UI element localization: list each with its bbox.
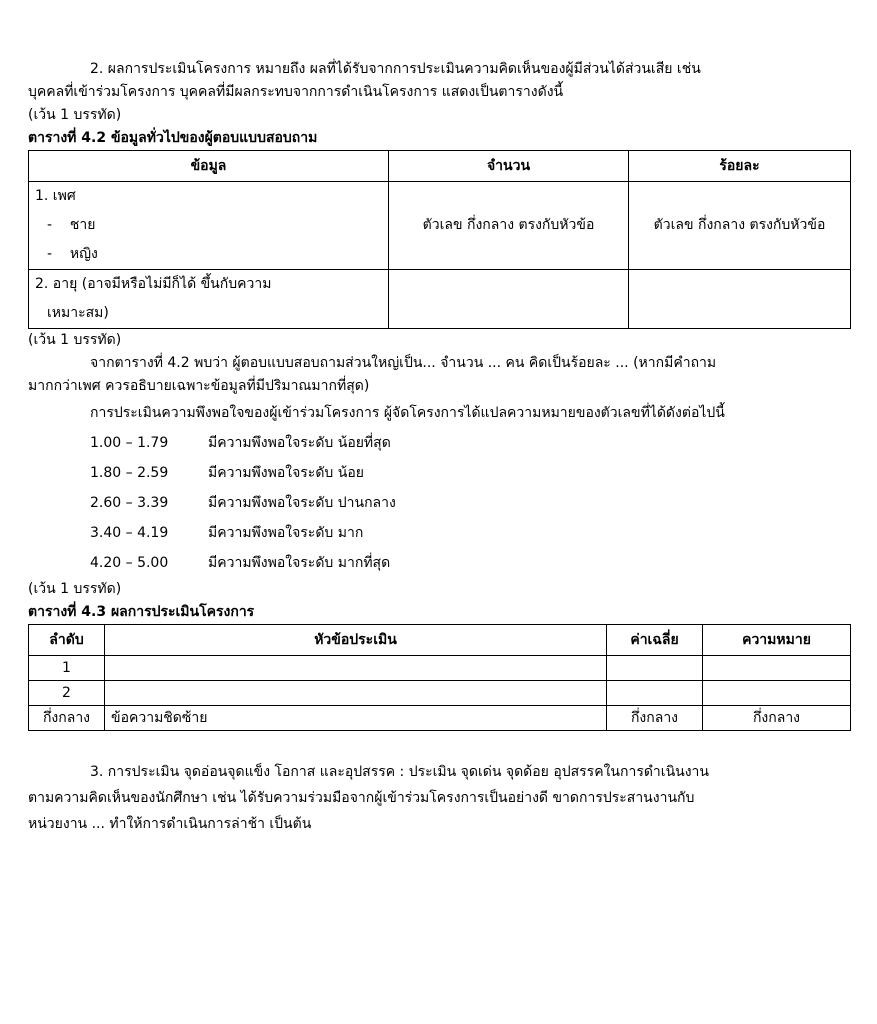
scale-range: 4.20 – 5.00: [90, 555, 169, 571]
scale-meaning: มีความพึงพอใจระดับ มากที่สุด: [208, 555, 391, 571]
table42-header-percent: ร้อยละ: [629, 151, 851, 182]
scale-item: [28, 458, 850, 488]
table-4-2: [28, 150, 851, 329]
scale-item: [28, 518, 850, 548]
table43-header-meaning: ความหมาย: [703, 625, 851, 656]
row-mean: [607, 656, 703, 681]
scale-item: [28, 488, 850, 518]
scale-meaning: มีความพึงพอใจระดับ น้อย: [208, 465, 364, 481]
table42-header-info: ข้อมูล: [29, 151, 389, 182]
section3-line2: ตามความคิดเห็นของนักศึกษา เช่น ได้รับความร่วมมือจากผู้เข้าร่วมโครงการเป็นอย่างดี ขาดการประสานงานกับ: [28, 790, 695, 806]
section3-line3: หน่วยงาน ... ทำให้การดำเนินการล่าช้า เป็นต้น: [28, 816, 312, 832]
gender-percent: ตัวเลข กึ่งกลาง ตรงกับหัวข้อ: [629, 182, 851, 270]
table-4-3: [28, 624, 851, 731]
table42-header-row: [29, 151, 851, 182]
gender-title: 1. เพศ: [35, 188, 76, 204]
table-row: [29, 681, 851, 706]
row-meaning: [703, 681, 851, 706]
table42-age-cell: [29, 270, 389, 329]
para42-line2: มากกว่าเพศ ควรอธิบายเฉพาะข้อมูลที่มีปริมาณมากที่สุด): [28, 378, 370, 394]
row-meaning: กึ่งกลาง: [703, 706, 851, 731]
table43-caption: ตารางที่ 4.3 ผลการประเมินโครงการ: [28, 604, 255, 620]
gender-female: - หญิง: [47, 246, 98, 262]
age-line1: 2. อายุ (อาจมีหรือไม่มีก็ได้ ขึ้นกับความ: [35, 276, 272, 292]
table42-row-gender: [29, 182, 851, 270]
scale-range: 1.80 – 2.59: [90, 465, 169, 481]
row-order: 1: [29, 656, 105, 681]
age-percent: [629, 270, 851, 329]
blank-line-note: (เว้น 1 บรรทัด): [28, 107, 122, 123]
scale-range: 3.40 – 4.19: [90, 525, 169, 541]
blank-line-note: (เว้น 1 บรรทัด): [28, 332, 122, 348]
table-row: [29, 706, 851, 731]
scale-meaning: มีความพึงพอใจระดับ น้อยที่สุด: [208, 435, 391, 451]
table-row: [29, 656, 851, 681]
scale-meaning: มีความพึงพอใจระดับ ปานกลาง: [208, 495, 396, 511]
table43-header-mean: ค่าเฉลี่ย: [607, 625, 703, 656]
table43-header-topic: หัวข้อประเมิน: [105, 625, 607, 656]
para42-line1: จากตารางที่ 4.2 พบว่า ผู้ตอบแบบสอบถามส่วนใหญ่เป็น... จำนวน ... คน คิดเป็นร้อยละ ... (หากมีคำถาม: [90, 355, 717, 371]
scale-item: [28, 428, 850, 458]
section2-line2: บุคคลที่เข้าร่วมโครงการ บุคคลที่มีผลกระทบจากการดำเนินโครงการ แสดงเป็นตารางดังนี้: [28, 84, 564, 100]
row-topic: [105, 681, 607, 706]
table43-header-order: ลำดับ: [29, 625, 105, 656]
scale-range: 1.00 – 1.79: [90, 435, 169, 451]
age-count: [389, 270, 629, 329]
row-mean: กึ่งกลาง: [607, 706, 703, 731]
section3-line1: 3. การประเมิน จุดอ่อนจุดแข็ง โอกาส และอุปสรรค : ประเมิน จุดเด่น จุดด้อย อุปสรรคในการดำเนินงาน: [90, 764, 709, 780]
section2-line1: 2. ผลการประเมินโครงการ หมายถึง ผลที่ได้รับจากการประเมินความคิดเห็นของผู้มีส่วนได้ส่วนเสีย เช่น: [90, 61, 701, 77]
row-order: 2: [29, 681, 105, 706]
gender-count: ตัวเลข กึ่งกลาง ตรงกับหัวข้อ: [389, 182, 629, 270]
table43-header-row: [29, 625, 851, 656]
scale-meaning: มีความพึงพอใจระดับ มาก: [208, 525, 364, 541]
row-topic: [105, 656, 607, 681]
blank-line-note: (เว้น 1 บรรทัด): [28, 581, 122, 597]
age-line2: เหมาะสม): [47, 305, 109, 321]
satisfaction-intro: การประเมินความพึงพอใจของผู้เข้าร่วมโครงการ ผู้จัดโครงการได้แปลความหมายของตัวเลขที่ได้ดังต่อไปนี้: [90, 405, 725, 421]
gender-male: - ชาย: [47, 217, 96, 233]
table42-gender-cell: [29, 182, 389, 270]
row-mean: [607, 681, 703, 706]
scale-item: [28, 548, 850, 578]
row-meaning: [703, 656, 851, 681]
spacer: [28, 731, 850, 759]
scale-range: 2.60 – 3.39: [90, 495, 169, 511]
document-page: [28, 58, 850, 837]
row-order: กึ่งกลาง: [29, 706, 105, 731]
table42-header-count: จำนวน: [389, 151, 629, 182]
table42-caption: ตารางที่ 4.2 ข้อมูลทั่วไปของผู้ตอบแบบสอบถาม: [28, 130, 318, 146]
row-topic: ข้อความชิดซ้าย: [105, 706, 607, 731]
table42-row-age: [29, 270, 851, 329]
